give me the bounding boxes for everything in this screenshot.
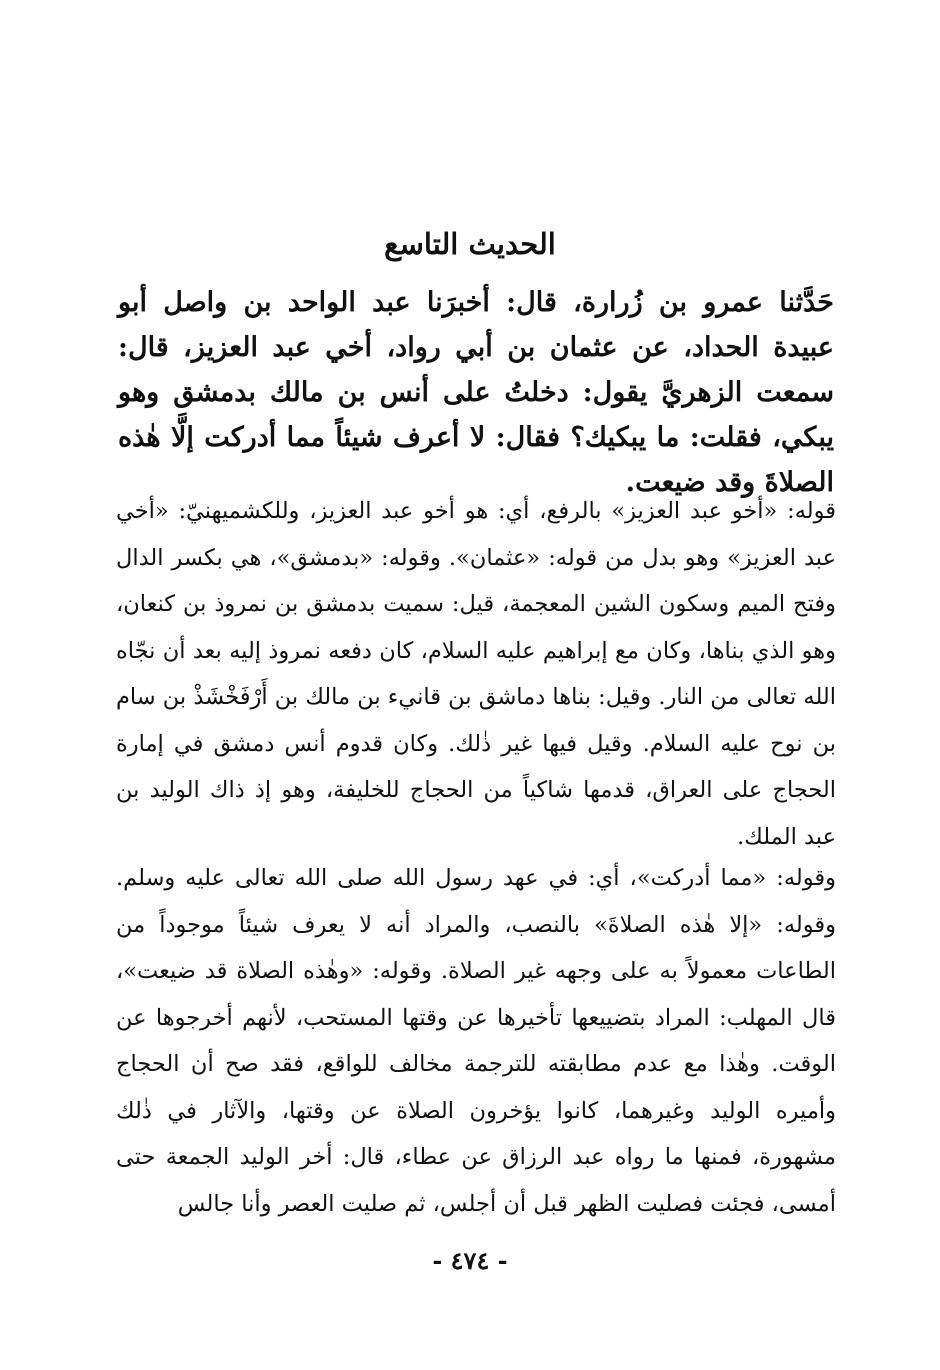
chapter-title: الحديث التاسع <box>384 227 556 261</box>
hadith-text: حَدَّثنا عمرو بن زُرارة، قال: أخبرَنا عبد الواحد بن واصل أبو عبيدة الحداد، عن عثمان بن أبي رواد، أخي عبد العزيز، قال: سمعت الزهريَّ يقول: دخلتُ على أنس بن مالك بدمشق وهو يبكي، فقلت: ما يبكيك؟ فقال: لا أعرف شيئاً مما أدركت إلَّا هٰذه الصلاةَ وقد ضيعت. <box>118 287 834 498</box>
commentary-paragraph: وقوله: «مما أدركت»، أي: في عهد رسول الله صلى الله تعالى عليه وسلم. وقوله: «إلا هٰذه الصلاةَ» بالنصب، والمراد أنه لا يعرف شيئاً موجوداً من الطاعات معمولاً به على وجهه غير الصلاة. وقوله: «وهٰذه الصلاة قد ضيعت»، قال المهلب: المراد بتضييعها تأخيرها عن وقتها المستحب، لأنهم أخرجوها عن الوقت. وهٰذا مع عدم مطابقته للترجمة مخالف للواقع، فقد صح أن الحجاج وأميره الوليد وغيرهما، كانوا يؤخرون الصلاة عن وقتها، والآثار في ذٰلك مشهورة، فمنها ما رواه عبد الرزاق عن عطاء، قال: أخر الوليد الجمعة حتى أمسى، فجئت فصليت الظهر قبل أن أجلس، ثم صليت العصر وأنا جالس <box>116 865 836 1217</box>
commentary-paragraph: قوله: «أخو عبد العزيز» بالرفع، أي: هو أخو عبد العزيز، وللكشميهنيّ: «أخي عبد العزيز» وهو بدل من قوله: «عثمان». وقوله: «بدمشق»، هي بكسر الدال وفتح الميم وسكون الشين المعجمة، قيل: سميت بدمشق بن نمروذ بن كنعان، وهو الذي بناها، وكان مع إبراهيم عليه السلام، كان دفعه نمروذ إليه بعد أن نجّاه الله تعالى من النار. وقيل: بناها دماشق بن قانيء بن مالك بن أَرْفَخْشَذْ بن سام بن نوح عليه السلام. وقيل فيها غير ذٰلك. وكان قدوم أنس دمشق في إمارة الحجاج على العراق، قدمها شاكياً من الحجاج للخليفة، وهو إذ ذاك الوليد بن عبد الملك. <box>116 498 836 850</box>
page-number: - ٤٧٤ - <box>432 1246 508 1275</box>
